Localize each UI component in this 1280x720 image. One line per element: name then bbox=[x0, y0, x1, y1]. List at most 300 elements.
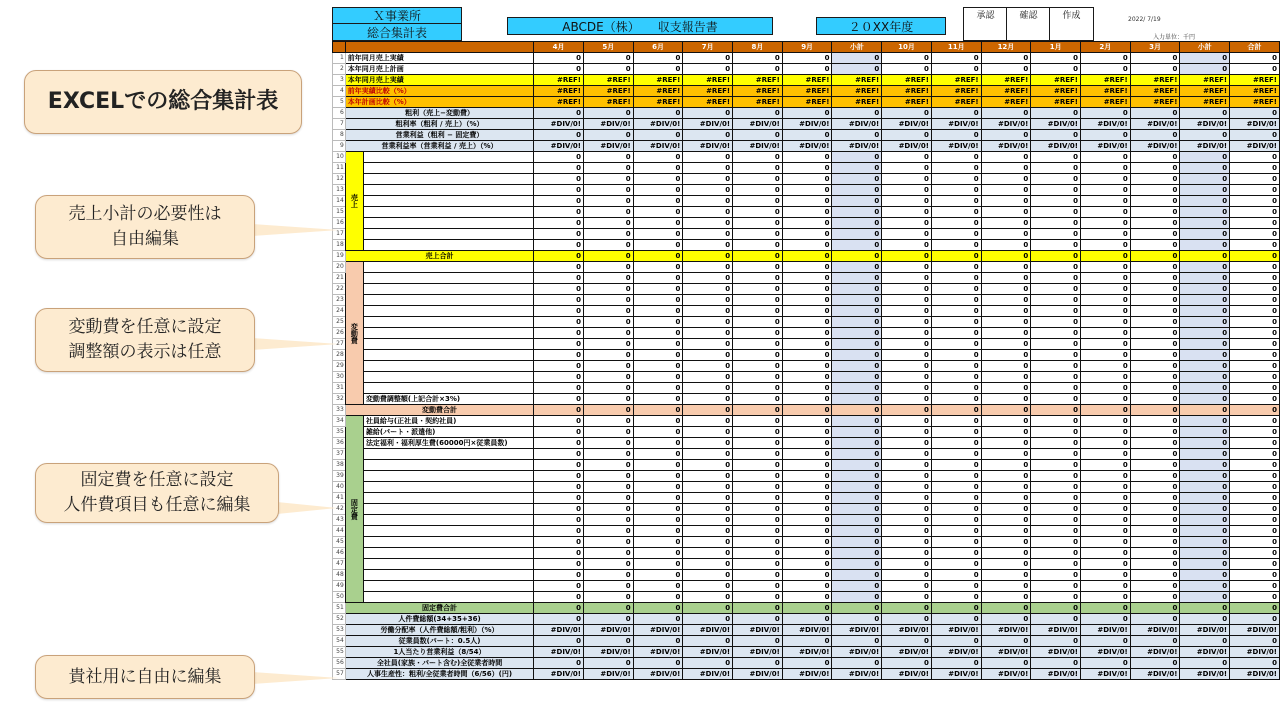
value-cell[interactable]: 0 bbox=[1031, 504, 1081, 515]
value-cell[interactable]: 0 bbox=[981, 493, 1031, 504]
value-cell[interactable]: 0 bbox=[782, 284, 832, 295]
value-cell[interactable]: 0 bbox=[832, 504, 882, 515]
value-cell[interactable]: 0 bbox=[882, 328, 932, 339]
value-cell[interactable]: 0 bbox=[931, 603, 981, 614]
value-cell[interactable]: 0 bbox=[733, 53, 783, 64]
value-cell[interactable]: 0 bbox=[534, 229, 584, 240]
value-cell[interactable]: 0 bbox=[1130, 152, 1180, 163]
value-cell[interactable]: 0 bbox=[1230, 614, 1280, 625]
value-cell[interactable]: 0 bbox=[633, 240, 683, 251]
row-label[interactable] bbox=[363, 493, 533, 504]
value-cell[interactable]: 0 bbox=[1180, 64, 1230, 75]
value-cell[interactable]: 0 bbox=[782, 603, 832, 614]
value-cell[interactable]: #DIV/0! bbox=[882, 141, 932, 152]
value-cell[interactable]: 0 bbox=[534, 185, 584, 196]
value-cell[interactable]: 0 bbox=[832, 130, 882, 141]
value-cell[interactable]: 0 bbox=[1081, 163, 1131, 174]
value-cell[interactable]: 0 bbox=[633, 493, 683, 504]
value-cell[interactable]: 0 bbox=[1031, 350, 1081, 361]
value-cell[interactable]: 0 bbox=[1130, 592, 1180, 603]
row-label[interactable]: 変動費合計 bbox=[345, 405, 534, 416]
value-cell[interactable]: 0 bbox=[931, 559, 981, 570]
value-cell[interactable]: 0 bbox=[1180, 240, 1230, 251]
value-cell[interactable]: 0 bbox=[782, 548, 832, 559]
value-cell[interactable]: 0 bbox=[832, 251, 882, 262]
value-cell[interactable]: 0 bbox=[782, 339, 832, 350]
value-cell[interactable]: 0 bbox=[832, 383, 882, 394]
value-cell[interactable]: 0 bbox=[1130, 482, 1180, 493]
value-cell[interactable]: 0 bbox=[882, 108, 932, 119]
value-cell[interactable]: #REF! bbox=[832, 75, 882, 86]
value-cell[interactable]: 0 bbox=[633, 339, 683, 350]
value-cell[interactable]: 0 bbox=[1081, 449, 1131, 460]
value-cell[interactable]: 0 bbox=[534, 581, 584, 592]
value-cell[interactable]: 0 bbox=[683, 537, 733, 548]
value-cell[interactable]: 0 bbox=[1081, 526, 1131, 537]
value-cell[interactable]: 0 bbox=[931, 229, 981, 240]
value-cell[interactable]: 0 bbox=[1081, 416, 1131, 427]
value-cell[interactable]: 0 bbox=[981, 460, 1031, 471]
value-cell[interactable]: 0 bbox=[733, 537, 783, 548]
value-cell[interactable]: 0 bbox=[1180, 493, 1230, 504]
value-cell[interactable]: 0 bbox=[733, 361, 783, 372]
value-cell[interactable]: #DIV/0! bbox=[683, 625, 733, 636]
value-cell[interactable]: 0 bbox=[633, 394, 683, 405]
value-cell[interactable]: 0 bbox=[534, 361, 584, 372]
value-cell[interactable]: #REF! bbox=[882, 75, 932, 86]
value-cell[interactable]: #DIV/0! bbox=[782, 647, 832, 658]
value-cell[interactable]: #REF! bbox=[981, 75, 1031, 86]
value-cell[interactable]: 0 bbox=[1180, 295, 1230, 306]
value-cell[interactable]: 0 bbox=[931, 240, 981, 251]
value-cell[interactable]: 0 bbox=[1230, 306, 1280, 317]
value-cell[interactable]: 0 bbox=[633, 416, 683, 427]
value-cell[interactable]: 0 bbox=[733, 207, 783, 218]
value-cell[interactable]: 0 bbox=[534, 108, 584, 119]
value-cell[interactable]: 0 bbox=[981, 537, 1031, 548]
value-cell[interactable]: 0 bbox=[583, 614, 633, 625]
value-cell[interactable]: 0 bbox=[1180, 53, 1230, 64]
value-cell[interactable]: 0 bbox=[583, 460, 633, 471]
value-cell[interactable]: 0 bbox=[534, 64, 584, 75]
value-cell[interactable]: 0 bbox=[1180, 130, 1230, 141]
value-cell[interactable]: 0 bbox=[832, 460, 882, 471]
value-cell[interactable]: 0 bbox=[1081, 317, 1131, 328]
value-cell[interactable]: 0 bbox=[1180, 515, 1230, 526]
value-cell[interactable]: 0 bbox=[1081, 438, 1131, 449]
value-cell[interactable]: 0 bbox=[782, 240, 832, 251]
value-cell[interactable]: #DIV/0! bbox=[1130, 625, 1180, 636]
row-label[interactable]: 人事生産性：粗利/全従業者時間（6/56）(円) bbox=[345, 669, 534, 680]
value-cell[interactable]: 0 bbox=[633, 163, 683, 174]
value-cell[interactable]: 0 bbox=[1130, 416, 1180, 427]
value-cell[interactable]: 0 bbox=[633, 218, 683, 229]
value-cell[interactable]: 0 bbox=[782, 449, 832, 460]
value-cell[interactable]: #DIV/0! bbox=[931, 647, 981, 658]
value-cell[interactable]: #DIV/0! bbox=[534, 141, 584, 152]
value-cell[interactable]: 0 bbox=[832, 262, 882, 273]
value-cell[interactable]: #DIV/0! bbox=[1180, 669, 1230, 680]
value-cell[interactable]: 0 bbox=[832, 416, 882, 427]
value-cell[interactable]: 0 bbox=[583, 658, 633, 669]
value-cell[interactable]: 0 bbox=[733, 185, 783, 196]
value-cell[interactable]: 0 bbox=[931, 438, 981, 449]
value-cell[interactable]: 0 bbox=[981, 548, 1031, 559]
row-label[interactable] bbox=[363, 383, 533, 394]
value-cell[interactable]: 0 bbox=[1031, 251, 1081, 262]
value-cell[interactable]: 0 bbox=[534, 53, 584, 64]
value-cell[interactable]: 0 bbox=[733, 284, 783, 295]
value-cell[interactable]: 0 bbox=[882, 218, 932, 229]
value-cell[interactable]: 0 bbox=[1180, 438, 1230, 449]
value-cell[interactable]: 0 bbox=[1081, 394, 1131, 405]
value-cell[interactable]: 0 bbox=[1081, 328, 1131, 339]
value-cell[interactable]: 0 bbox=[931, 416, 981, 427]
value-cell[interactable]: 0 bbox=[633, 504, 683, 515]
value-cell[interactable]: 0 bbox=[683, 108, 733, 119]
value-cell[interactable]: 0 bbox=[931, 383, 981, 394]
value-cell[interactable]: 0 bbox=[1230, 262, 1280, 273]
value-cell[interactable]: 0 bbox=[733, 449, 783, 460]
value-cell[interactable]: 0 bbox=[633, 361, 683, 372]
value-cell[interactable]: 0 bbox=[733, 581, 783, 592]
value-cell[interactable]: 0 bbox=[583, 328, 633, 339]
row-label[interactable] bbox=[363, 559, 533, 570]
value-cell[interactable]: 0 bbox=[534, 438, 584, 449]
row-label[interactable] bbox=[363, 240, 533, 251]
value-cell[interactable]: 0 bbox=[683, 350, 733, 361]
value-cell[interactable]: #REF! bbox=[782, 75, 832, 86]
value-cell[interactable]: 0 bbox=[534, 504, 584, 515]
value-cell[interactable]: 0 bbox=[733, 570, 783, 581]
value-cell[interactable]: 0 bbox=[1081, 306, 1131, 317]
value-cell[interactable]: 0 bbox=[1230, 394, 1280, 405]
value-cell[interactable]: 0 bbox=[882, 438, 932, 449]
value-cell[interactable]: 0 bbox=[633, 592, 683, 603]
value-cell[interactable]: 0 bbox=[583, 482, 633, 493]
value-cell[interactable]: 0 bbox=[633, 207, 683, 218]
value-cell[interactable]: 0 bbox=[981, 273, 1031, 284]
value-cell[interactable]: 0 bbox=[882, 207, 932, 218]
value-cell[interactable]: #DIV/0! bbox=[1130, 669, 1180, 680]
value-cell[interactable]: 0 bbox=[1130, 229, 1180, 240]
row-label[interactable]: 法定福利・福利厚生費(60000円×従業員数) bbox=[363, 438, 533, 449]
value-cell[interactable]: 0 bbox=[1031, 339, 1081, 350]
value-cell[interactable]: #DIV/0! bbox=[1180, 141, 1230, 152]
value-cell[interactable]: 0 bbox=[1230, 372, 1280, 383]
value-cell[interactable]: 0 bbox=[1081, 537, 1131, 548]
value-cell[interactable]: 0 bbox=[832, 581, 882, 592]
value-cell[interactable]: 0 bbox=[981, 350, 1031, 361]
value-cell[interactable]: 0 bbox=[1230, 207, 1280, 218]
value-cell[interactable]: 0 bbox=[981, 416, 1031, 427]
value-cell[interactable]: 0 bbox=[1180, 460, 1230, 471]
value-cell[interactable]: 0 bbox=[583, 284, 633, 295]
value-cell[interactable]: 0 bbox=[733, 295, 783, 306]
value-cell[interactable]: 0 bbox=[882, 515, 932, 526]
value-cell[interactable]: 0 bbox=[782, 174, 832, 185]
value-cell[interactable]: 0 bbox=[832, 350, 882, 361]
value-cell[interactable]: 0 bbox=[583, 207, 633, 218]
value-cell[interactable]: 0 bbox=[832, 163, 882, 174]
value-cell[interactable]: 0 bbox=[534, 427, 584, 438]
value-cell[interactable]: 0 bbox=[1031, 548, 1081, 559]
value-cell[interactable]: #REF! bbox=[1130, 75, 1180, 86]
value-cell[interactable]: 0 bbox=[534, 152, 584, 163]
value-cell[interactable]: 0 bbox=[1180, 394, 1230, 405]
value-cell[interactable]: 0 bbox=[782, 504, 832, 515]
value-cell[interactable]: 0 bbox=[832, 482, 882, 493]
value-cell[interactable]: 0 bbox=[1081, 185, 1131, 196]
value-cell[interactable]: 0 bbox=[583, 427, 633, 438]
value-cell[interactable]: 0 bbox=[534, 350, 584, 361]
value-cell[interactable]: #DIV/0! bbox=[733, 141, 783, 152]
value-cell[interactable]: 0 bbox=[1180, 471, 1230, 482]
value-cell[interactable]: #REF! bbox=[1180, 86, 1230, 97]
row-label[interactable] bbox=[363, 449, 533, 460]
value-cell[interactable]: 0 bbox=[633, 64, 683, 75]
value-cell[interactable]: 0 bbox=[882, 537, 932, 548]
value-cell[interactable]: 0 bbox=[633, 273, 683, 284]
row-label[interactable]: 営業利益率（営業利益 / 売上）（%） bbox=[345, 141, 534, 152]
value-cell[interactable]: 0 bbox=[1081, 361, 1131, 372]
value-cell[interactable]: 0 bbox=[683, 416, 733, 427]
value-cell[interactable]: 0 bbox=[1230, 504, 1280, 515]
value-cell[interactable]: 0 bbox=[1180, 328, 1230, 339]
value-cell[interactable]: 0 bbox=[1031, 317, 1081, 328]
value-cell[interactable]: 0 bbox=[733, 603, 783, 614]
value-cell[interactable]: 0 bbox=[981, 339, 1031, 350]
value-cell[interactable]: 0 bbox=[931, 372, 981, 383]
value-cell[interactable]: 0 bbox=[1081, 592, 1131, 603]
value-cell[interactable]: 0 bbox=[633, 108, 683, 119]
value-cell[interactable]: 0 bbox=[1180, 559, 1230, 570]
value-cell[interactable]: 0 bbox=[832, 317, 882, 328]
value-cell[interactable]: 0 bbox=[1130, 350, 1180, 361]
value-cell[interactable]: 0 bbox=[683, 372, 733, 383]
value-cell[interactable]: 0 bbox=[583, 240, 633, 251]
value-cell[interactable]: 0 bbox=[782, 416, 832, 427]
value-cell[interactable]: #DIV/0! bbox=[981, 119, 1031, 130]
value-cell[interactable]: 0 bbox=[782, 273, 832, 284]
value-cell[interactable]: 0 bbox=[1130, 537, 1180, 548]
value-cell[interactable]: 0 bbox=[683, 438, 733, 449]
value-cell[interactable]: #DIV/0! bbox=[981, 141, 1031, 152]
value-cell[interactable]: 0 bbox=[1081, 350, 1131, 361]
value-cell[interactable]: 0 bbox=[832, 218, 882, 229]
value-cell[interactable]: #REF! bbox=[1081, 75, 1131, 86]
value-cell[interactable]: 0 bbox=[583, 559, 633, 570]
value-cell[interactable]: 0 bbox=[832, 570, 882, 581]
value-cell[interactable]: 0 bbox=[782, 581, 832, 592]
value-cell[interactable]: 0 bbox=[882, 174, 932, 185]
value-cell[interactable]: #DIV/0! bbox=[931, 669, 981, 680]
value-cell[interactable]: #DIV/0! bbox=[583, 625, 633, 636]
value-cell[interactable]: 0 bbox=[782, 405, 832, 416]
value-cell[interactable]: 0 bbox=[981, 449, 1031, 460]
value-cell[interactable]: 0 bbox=[1230, 185, 1280, 196]
value-cell[interactable]: 0 bbox=[583, 218, 633, 229]
value-cell[interactable]: #DIV/0! bbox=[1180, 647, 1230, 658]
value-cell[interactable]: 0 bbox=[931, 526, 981, 537]
value-cell[interactable]: #REF! bbox=[1081, 97, 1131, 108]
value-cell[interactable]: 0 bbox=[1081, 471, 1131, 482]
value-cell[interactable]: 0 bbox=[1130, 493, 1180, 504]
value-cell[interactable]: 0 bbox=[583, 174, 633, 185]
value-cell[interactable]: 0 bbox=[683, 570, 733, 581]
value-cell[interactable]: #DIV/0! bbox=[1081, 119, 1131, 130]
value-cell[interactable]: 0 bbox=[931, 504, 981, 515]
value-cell[interactable]: 0 bbox=[1230, 64, 1280, 75]
value-cell[interactable]: 0 bbox=[1031, 383, 1081, 394]
value-cell[interactable]: 0 bbox=[882, 559, 932, 570]
value-cell[interactable]: 0 bbox=[683, 603, 733, 614]
value-cell[interactable]: #REF! bbox=[981, 86, 1031, 97]
value-cell[interactable]: 0 bbox=[1031, 361, 1081, 372]
value-cell[interactable]: 0 bbox=[633, 515, 683, 526]
value-cell[interactable]: 0 bbox=[1130, 504, 1180, 515]
value-cell[interactable]: 0 bbox=[1230, 383, 1280, 394]
value-cell[interactable]: #DIV/0! bbox=[1130, 141, 1180, 152]
value-cell[interactable]: 0 bbox=[683, 174, 733, 185]
value-cell[interactable]: 0 bbox=[583, 251, 633, 262]
value-cell[interactable]: 0 bbox=[1031, 416, 1081, 427]
value-cell[interactable]: 0 bbox=[832, 603, 882, 614]
value-cell[interactable]: 0 bbox=[832, 339, 882, 350]
value-cell[interactable]: 0 bbox=[1081, 339, 1131, 350]
value-cell[interactable]: 0 bbox=[583, 581, 633, 592]
value-cell[interactable]: 0 bbox=[1081, 295, 1131, 306]
value-cell[interactable]: 0 bbox=[931, 306, 981, 317]
value-cell[interactable]: 0 bbox=[733, 273, 783, 284]
value-cell[interactable]: 0 bbox=[683, 394, 733, 405]
value-cell[interactable]: #REF! bbox=[1230, 86, 1280, 97]
value-cell[interactable]: 0 bbox=[782, 163, 832, 174]
value-cell[interactable]: 0 bbox=[1081, 64, 1131, 75]
value-cell[interactable]: 0 bbox=[882, 350, 932, 361]
value-cell[interactable]: 0 bbox=[633, 229, 683, 240]
value-cell[interactable]: 0 bbox=[583, 592, 633, 603]
row-label[interactable]: 前年同月売上実績 bbox=[345, 53, 534, 64]
value-cell[interactable]: 0 bbox=[633, 449, 683, 460]
value-cell[interactable]: 0 bbox=[534, 196, 584, 207]
value-cell[interactable]: 0 bbox=[832, 559, 882, 570]
value-cell[interactable]: 0 bbox=[1230, 163, 1280, 174]
value-cell[interactable]: 0 bbox=[1081, 207, 1131, 218]
value-cell[interactable]: 0 bbox=[1130, 218, 1180, 229]
value-cell[interactable]: 0 bbox=[1130, 614, 1180, 625]
value-cell[interactable]: 0 bbox=[683, 207, 733, 218]
value-cell[interactable]: 0 bbox=[782, 130, 832, 141]
value-cell[interactable]: 0 bbox=[1230, 339, 1280, 350]
value-cell[interactable]: 0 bbox=[931, 284, 981, 295]
value-cell[interactable]: 0 bbox=[1081, 262, 1131, 273]
value-cell[interactable]: 0 bbox=[1031, 581, 1081, 592]
value-cell[interactable]: 0 bbox=[981, 207, 1031, 218]
value-cell[interactable]: 0 bbox=[583, 438, 633, 449]
value-cell[interactable]: 0 bbox=[683, 405, 733, 416]
value-cell[interactable]: #DIV/0! bbox=[782, 141, 832, 152]
value-cell[interactable]: 0 bbox=[1230, 53, 1280, 64]
value-cell[interactable]: 0 bbox=[882, 449, 932, 460]
value-cell[interactable]: 0 bbox=[1230, 295, 1280, 306]
value-cell[interactable]: 0 bbox=[981, 328, 1031, 339]
value-cell[interactable]: 0 bbox=[583, 372, 633, 383]
value-cell[interactable]: 0 bbox=[1130, 163, 1180, 174]
value-cell[interactable]: 0 bbox=[1230, 592, 1280, 603]
value-cell[interactable]: 0 bbox=[534, 405, 584, 416]
value-cell[interactable]: 0 bbox=[832, 592, 882, 603]
value-cell[interactable]: 0 bbox=[981, 636, 1031, 647]
value-cell[interactable]: #REF! bbox=[832, 86, 882, 97]
value-cell[interactable]: 0 bbox=[683, 64, 733, 75]
value-cell[interactable]: 0 bbox=[683, 185, 733, 196]
value-cell[interactable]: 0 bbox=[1031, 229, 1081, 240]
row-label[interactable] bbox=[363, 548, 533, 559]
value-cell[interactable]: 0 bbox=[931, 174, 981, 185]
value-cell[interactable]: 0 bbox=[931, 493, 981, 504]
value-cell[interactable]: 0 bbox=[633, 317, 683, 328]
row-label[interactable]: 営業利益（粗利 − 固定費） bbox=[345, 130, 534, 141]
value-cell[interactable]: 0 bbox=[1180, 548, 1230, 559]
value-cell[interactable]: 0 bbox=[534, 537, 584, 548]
value-cell[interactable]: 0 bbox=[931, 207, 981, 218]
value-cell[interactable]: 0 bbox=[1031, 603, 1081, 614]
value-cell[interactable]: #REF! bbox=[683, 97, 733, 108]
value-cell[interactable]: 0 bbox=[981, 515, 1031, 526]
value-cell[interactable]: 0 bbox=[733, 548, 783, 559]
value-cell[interactable]: 0 bbox=[1180, 306, 1230, 317]
value-cell[interactable]: 0 bbox=[882, 460, 932, 471]
value-cell[interactable]: 0 bbox=[534, 515, 584, 526]
value-cell[interactable]: 0 bbox=[534, 526, 584, 537]
value-cell[interactable]: 0 bbox=[534, 383, 584, 394]
value-cell[interactable]: 0 bbox=[981, 570, 1031, 581]
value-cell[interactable]: #DIV/0! bbox=[1031, 141, 1081, 152]
value-cell[interactable]: #REF! bbox=[882, 97, 932, 108]
value-cell[interactable]: 0 bbox=[633, 350, 683, 361]
value-cell[interactable]: 0 bbox=[1031, 658, 1081, 669]
value-cell[interactable]: 0 bbox=[683, 251, 733, 262]
value-cell[interactable]: 0 bbox=[931, 482, 981, 493]
value-cell[interactable]: 0 bbox=[882, 185, 932, 196]
value-cell[interactable]: 0 bbox=[1081, 383, 1131, 394]
value-cell[interactable]: 0 bbox=[981, 229, 1031, 240]
value-cell[interactable]: 0 bbox=[683, 53, 733, 64]
value-cell[interactable]: 0 bbox=[832, 471, 882, 482]
value-cell[interactable]: 0 bbox=[1180, 449, 1230, 460]
value-cell[interactable]: #DIV/0! bbox=[981, 669, 1031, 680]
value-cell[interactable]: #DIV/0! bbox=[583, 119, 633, 130]
value-cell[interactable]: 0 bbox=[832, 306, 882, 317]
value-cell[interactable]: 0 bbox=[832, 295, 882, 306]
value-cell[interactable]: 0 bbox=[733, 493, 783, 504]
value-cell[interactable]: 0 bbox=[931, 515, 981, 526]
value-cell[interactable]: 0 bbox=[782, 537, 832, 548]
row-label[interactable] bbox=[363, 317, 533, 328]
row-label[interactable]: 粗利率（粗利 / 売上）（%） bbox=[345, 119, 534, 130]
value-cell[interactable]: #REF! bbox=[1180, 75, 1230, 86]
value-cell[interactable]: 0 bbox=[733, 64, 783, 75]
value-cell[interactable]: 0 bbox=[1180, 229, 1230, 240]
value-cell[interactable]: 0 bbox=[1180, 383, 1230, 394]
value-cell[interactable]: 0 bbox=[832, 636, 882, 647]
value-cell[interactable]: #REF! bbox=[1031, 86, 1081, 97]
value-cell[interactable]: #REF! bbox=[583, 75, 633, 86]
value-cell[interactable]: 0 bbox=[782, 482, 832, 493]
value-cell[interactable]: #REF! bbox=[931, 97, 981, 108]
value-cell[interactable]: 0 bbox=[1081, 174, 1131, 185]
